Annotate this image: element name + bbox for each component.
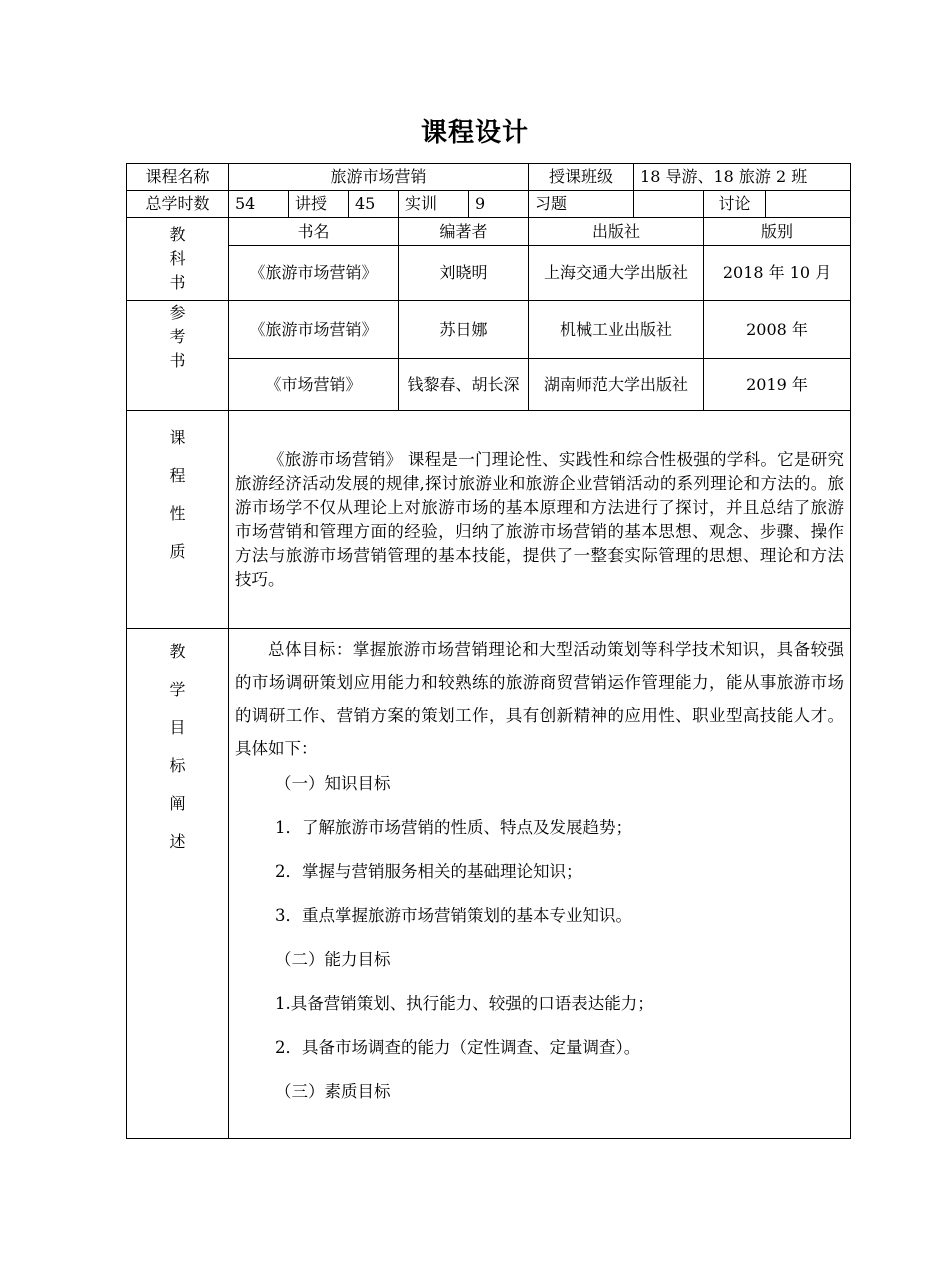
header-edition: 版别 (704, 218, 851, 246)
textbook-title: 《旅游市场营销》 (229, 246, 399, 301)
header-publisher: 出版社 (529, 218, 704, 246)
reference-edition: 2019 年 (704, 359, 851, 411)
goals-label-char: 述 (169, 832, 186, 851)
goals-item: （一）知识目标 (275, 774, 391, 793)
nature-label-char: 课 (169, 428, 186, 447)
nature-label-char: 性 (169, 504, 186, 523)
goals-item: 3．重点掌握旅游市场营销策划的基本专业知识。 (275, 906, 632, 925)
goals-item: 1.具备营销策划、执行能力、较强的口语表达能力； (275, 994, 654, 1013)
reference-edition: 2008 年 (704, 301, 851, 359)
goals-label-char: 标 (169, 756, 186, 775)
total-hours-label: 总学时数 (127, 191, 229, 218)
reference-label-char: 考 (169, 327, 186, 346)
exercise-label: 习题 (529, 191, 634, 218)
reference-title: 《市场营销》 (229, 359, 399, 411)
discussion-label: 讨论 (704, 191, 766, 218)
course-name-label: 课程名称 (127, 164, 229, 191)
reference-label-char: 书 (169, 351, 186, 370)
goals-intro: 总体目标：掌握旅游市场营销理论和大型活动策划等科学技术知识，具备较强的市场调研策划应用能力和较熟练的旅游商贸营销运作管理能力，能从事旅游市场的调研工作、营销方案的策划工作，具有创新精神的应用性、职业型高技能人才。具体如下： (235, 640, 845, 758)
reference-author: 钱黎春、胡长深 (399, 359, 529, 411)
total-hours-value: 54 (229, 191, 289, 218)
teaching-goals-content (229, 629, 851, 1139)
textbook-label-char: 科 (169, 249, 186, 268)
class-label: 授课班级 (529, 164, 634, 191)
goals-item: （三）素质目标 (275, 1082, 391, 1101)
goals-item: 1．了解旅游市场营销的性质、特点及发展趋势； (275, 818, 632, 837)
reference-author: 苏日娜 (399, 301, 529, 359)
nature-label-char: 质 (169, 542, 186, 561)
goals-item: （二）能力目标 (275, 950, 391, 969)
header-author: 编著者 (399, 218, 529, 246)
reference-label-char: 参 (169, 303, 186, 322)
page-title: 课程设计 (420, 118, 529, 148)
textbook-edition: 2018 年 10 月 (704, 246, 851, 301)
class-value: 18 导游、18 旅游 2 班 (634, 164, 851, 191)
practice-value: 9 (469, 191, 529, 218)
course-nature-label (127, 411, 229, 629)
course-nature-text: 《旅游市场营销》 课程是一门理论性、实践性和综合性极强的学科。它是研究旅游经济活动发展的规律,探讨旅游业和旅游企业营销活动的系列理论和方法的。旅游市场学不仅从理论上对旅游市场的基本原理和方法进行了探讨，并且总结了旅游市场营销和管理方面的经验，归纳了旅游市场营销的基本思想、观念、步骤、操作方法与旅游市场营销管理的基本技能，提供了一整套实际管理的思想、理论和方法技巧。 (229, 411, 851, 629)
goals-item: 2．具备市场调查的能力（定性调查、定量调查）。 (275, 1038, 641, 1057)
discussion-value (766, 191, 851, 218)
lecture-value: 45 (349, 191, 399, 218)
goals-item: 2．掌握与营销服务相关的基础理论知识； (275, 862, 583, 881)
exercise-value (634, 191, 704, 218)
textbook-label-char: 书 (169, 273, 186, 292)
goals-label-char: 教 (169, 642, 186, 661)
reference-publisher: 机械工业出版社 (529, 301, 704, 359)
practice-label: 实训 (399, 191, 469, 218)
goals-label-char: 阐 (169, 794, 186, 813)
reference-publisher: 湖南师范大学出版社 (529, 359, 704, 411)
nature-label-char: 程 (169, 466, 186, 485)
reference-label (127, 301, 229, 411)
course-design-table (126, 163, 851, 1139)
header-book-title: 书名 (229, 218, 399, 246)
textbook-author: 刘晓明 (399, 246, 529, 301)
reference-title: 《旅游市场营销》 (229, 301, 399, 359)
textbook-publisher: 上海交通大学出版社 (529, 246, 704, 301)
lecture-label: 讲授 (289, 191, 349, 218)
teaching-goals-label (127, 629, 229, 1139)
course-name-value: 旅游市场营销 (229, 164, 529, 191)
textbook-label-char: 教 (169, 225, 186, 244)
textbook-label (127, 218, 229, 301)
goals-label-char: 学 (169, 680, 186, 699)
goals-label-char: 目 (169, 718, 186, 737)
